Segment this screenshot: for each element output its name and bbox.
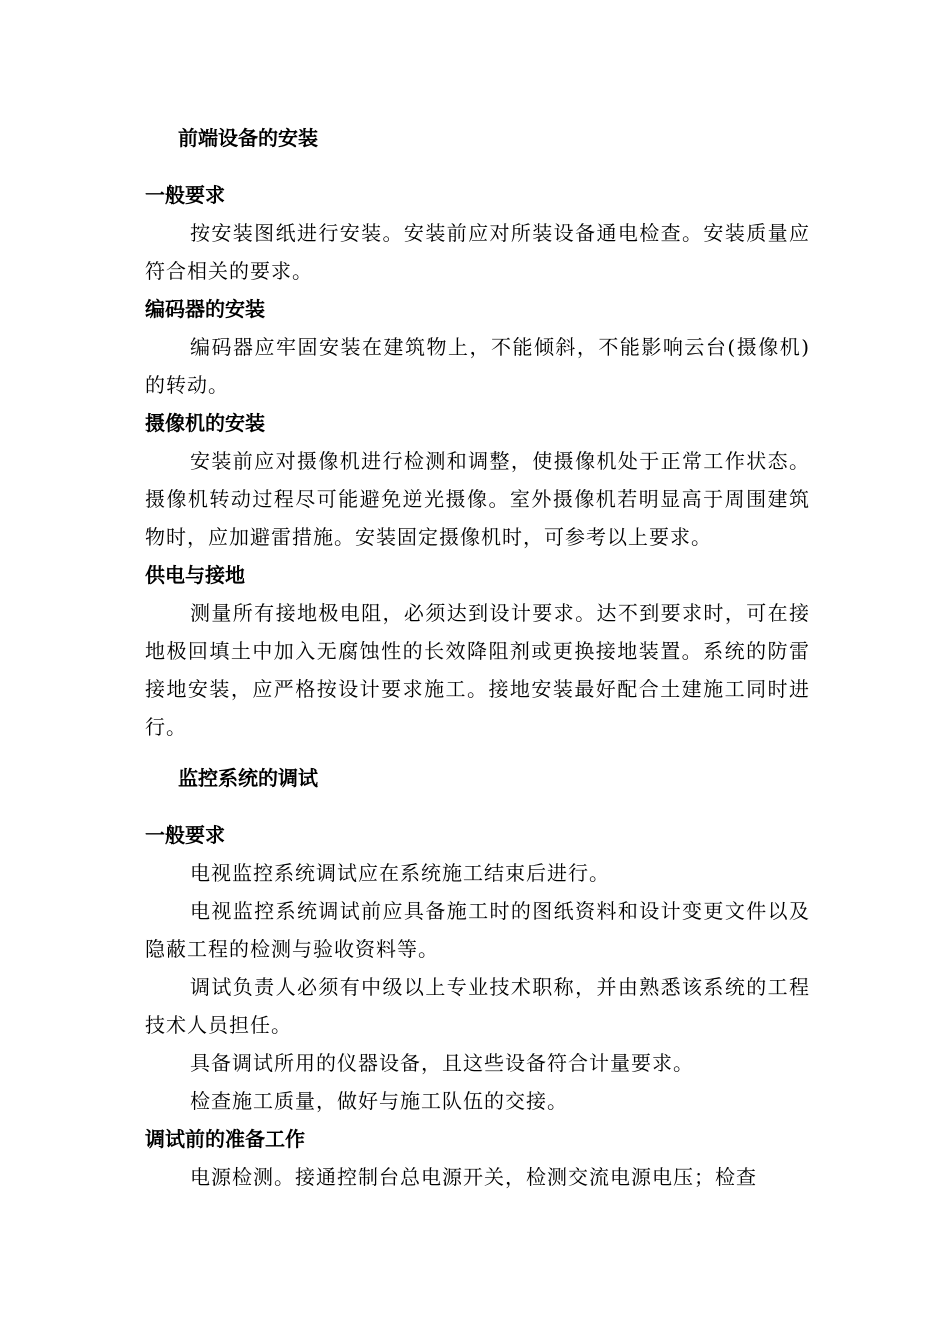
paragraph: 安装前应对摄像机进行检测和调整，使摄像机处于正常工作状态。摄像机转动过程尽可能避免逆光摄像。室外摄像机若明显高于周围建筑物时，应加避雷措施。安装固定摄像机时，可参考以上要求。 [145, 449, 810, 549]
paragraph: 按安装图纸进行安装。安装前应对所装设备通电检查。安装质量应符合相关的要求。 [145, 221, 810, 283]
paragraph: 测量所有接地极电阻，必须达到设计要求。达不到要求时，可在接地极回填土中加入无腐蚀性的长效降阻剂或更换接地装置。系统的防雷接地安装，应严格按设计要求施工。接地安装最好配合土建施工同时进行。 [145, 601, 810, 739]
subsection-title: 一般要求 [145, 823, 225, 847]
paragraph: 检查施工质量，做好与施工队伍的交接。 [190, 1089, 568, 1113]
subsection-title: 摄像机的安装 [145, 411, 265, 435]
paragraph: 电视监控系统调试前应具备施工时的图纸资料和设计变更文件以及隐蔽工程的检测与验收资料等。 [145, 899, 810, 961]
paragraph: 编码器应牢固安装在建筑物上，不能倾斜，不能影响云台(摄像机)的转动。 [145, 335, 810, 397]
paragraph: 电源检测。接通控制台总电源开关，检测交流电源电压；检查 [190, 1165, 757, 1189]
subsection-title: 供电与接地 [145, 563, 245, 587]
document-body [145, 118, 810, 1196]
section-title: 前端设备的安装 [178, 126, 318, 150]
subsection-title: 调试前的准备工作 [145, 1127, 305, 1151]
subsection-title: 一般要求 [145, 183, 225, 207]
paragraph: 调试负责人必须有中级以上专业技术职称，并由熟悉该系统的工程技术人员担任。 [145, 975, 810, 1037]
paragraph: 具备调试所用的仪器设备，且这些设备符合计量要求。 [190, 1051, 694, 1075]
section-title: 监控系统的调试 [178, 766, 318, 790]
subsection-title: 编码器的安装 [145, 297, 265, 321]
paragraph: 电视监控系统调试应在系统施工结束后进行。 [190, 861, 610, 885]
